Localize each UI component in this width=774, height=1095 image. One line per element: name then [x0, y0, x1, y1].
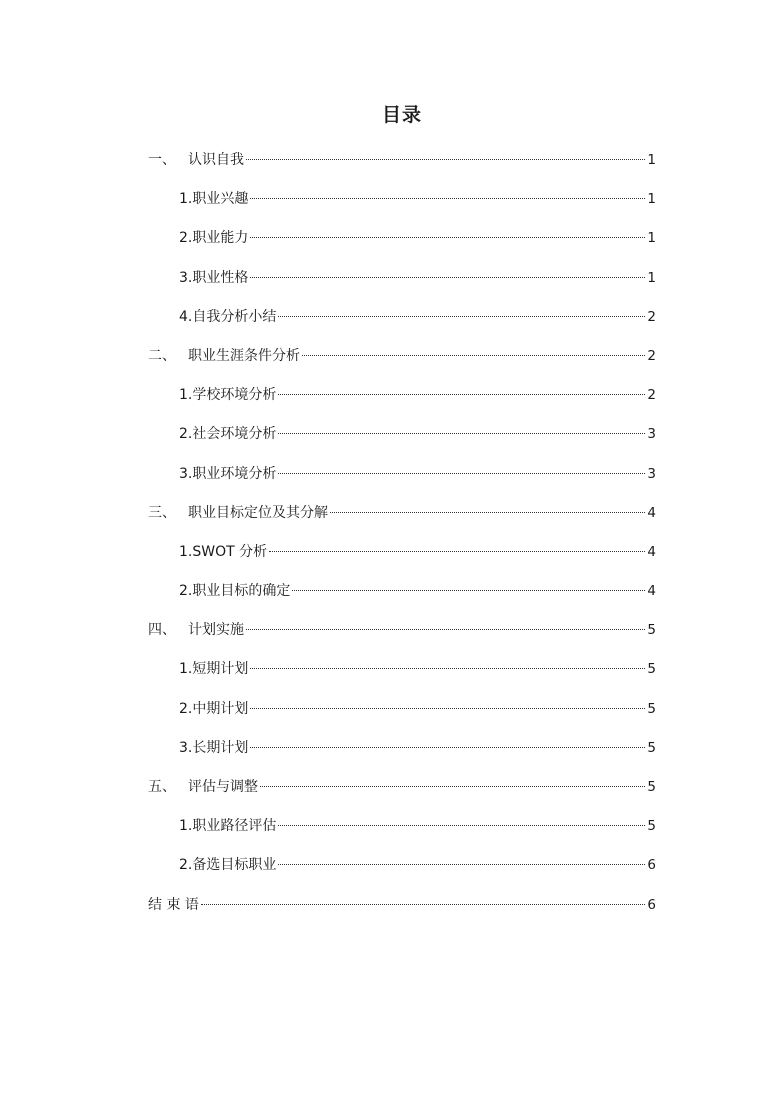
dot-leader: [330, 512, 645, 513]
toc-entry-label: 学校环境分析: [192, 387, 277, 404]
toc-entry[interactable]: [148, 306, 656, 345]
toc-entry-label: 职业兴趣: [192, 191, 249, 208]
toc-entry-number: 3.: [179, 739, 193, 756]
toc-entry-label: 职业目标的确定: [192, 583, 291, 600]
toc-entry-page: 5: [647, 622, 656, 639]
toc-entry[interactable]: [148, 463, 656, 502]
toc-entry-number: 1.: [179, 661, 193, 678]
toc-entry-number: 五、: [148, 779, 176, 795]
toc-entry-label: 长期计划: [192, 739, 249, 756]
toc-entry-number: 2.: [179, 426, 193, 443]
toc-entry-page: 2: [647, 308, 656, 325]
toc-entry[interactable]: [148, 619, 656, 658]
toc-entry-number: 3.: [179, 269, 193, 286]
dot-leader: [292, 590, 645, 591]
toc-entry[interactable]: [148, 502, 656, 541]
dot-leader: [278, 394, 645, 395]
dot-leader: [250, 237, 645, 238]
dot-leader: [250, 708, 645, 709]
toc-entry-page: 5: [647, 661, 656, 678]
toc-entry-page: 3: [647, 465, 656, 482]
toc-entry[interactable]: [148, 423, 656, 462]
toc-entry-page: 1: [647, 152, 656, 168]
toc-entry[interactable]: [148, 541, 656, 580]
dot-leader: [246, 629, 645, 630]
toc-entry[interactable]: [148, 854, 656, 893]
toc-entry-number: 2.: [179, 857, 193, 874]
dot-leader: [278, 473, 645, 474]
toc-entry-page: 2: [647, 387, 656, 404]
toc-entry-label: 职业生涯条件分析: [188, 347, 300, 364]
dot-leader: [278, 864, 645, 865]
dot-leader: [278, 316, 645, 317]
toc-entry-number: 1.: [179, 818, 193, 835]
toc-entry-label: 职业目标定位及其分解: [188, 504, 328, 521]
dot-leader: [302, 355, 645, 356]
dot-leader: [278, 433, 645, 434]
toc-title: 目录: [381, 104, 422, 126]
toc-entry-label: 评估与调整: [188, 779, 258, 795]
toc-entry-label: 计划实施: [188, 622, 244, 639]
toc-entry-page: 6: [647, 857, 656, 874]
dot-leader: [250, 747, 645, 748]
toc-entry[interactable]: [148, 894, 656, 933]
toc-entry-page: 1: [647, 230, 656, 247]
dot-leader: [250, 198, 645, 199]
toc-entry-number: 2.: [179, 230, 193, 247]
toc-entry-label: 职业路径评估: [192, 818, 277, 835]
toc-entry-number: 四、: [148, 622, 176, 639]
toc-entry-number: 2.: [179, 583, 193, 600]
toc-entry-number: 一、: [148, 152, 176, 168]
toc-entry[interactable]: [148, 227, 656, 266]
toc-entry-number: 1.: [179, 543, 193, 560]
toc-entry-label: 备选目标职业: [192, 857, 277, 874]
dot-leader: [250, 277, 645, 278]
toc-entry-label: 认识自我: [188, 152, 244, 168]
toc-entry[interactable]: [148, 737, 656, 776]
toc-entry-label: 职业环境分析: [192, 465, 277, 482]
toc-entry-page: 6: [647, 896, 656, 913]
toc-entry-number: 二、: [148, 347, 176, 364]
toc-entry[interactable]: [148, 188, 656, 227]
toc-entry-page: 2: [647, 347, 656, 364]
toc-entry[interactable]: [148, 267, 656, 306]
toc-entry-page: 3: [647, 426, 656, 443]
toc-entry-label: 结 束 语: [148, 896, 199, 913]
toc-entry-label: 短期计划: [192, 661, 249, 678]
toc-entry[interactable]: [148, 580, 656, 619]
dot-leader: [201, 904, 646, 905]
toc-entry-page: 1: [647, 269, 656, 286]
toc-entry-label: 社会环境分析: [192, 426, 277, 443]
toc-entry-page: 5: [647, 700, 656, 717]
toc-entry-page: 5: [647, 739, 656, 756]
toc-entry-number: 4.: [179, 308, 193, 325]
toc-entry[interactable]: [148, 698, 656, 737]
toc-entry-label: 中期计划: [192, 700, 249, 717]
toc-entry-page: 5: [647, 818, 656, 835]
toc-entry-number: 3.: [179, 465, 193, 482]
dot-leader: [269, 551, 645, 552]
toc-entry[interactable]: [148, 384, 656, 423]
toc-entry-label: 自我分析小结: [192, 308, 277, 325]
toc-entry-label: SWOT 分析: [192, 543, 268, 560]
toc-entry-number: 1.: [179, 387, 193, 404]
dot-leader: [250, 668, 645, 669]
toc-entry-page: 4: [647, 543, 656, 560]
toc-entry-number: 三、: [148, 504, 176, 521]
dot-leader: [260, 786, 645, 787]
toc-entry-page: 5: [647, 779, 656, 795]
toc-entry[interactable]: [148, 658, 656, 697]
toc-entry[interactable]: [148, 815, 656, 854]
toc-entry-number: 1.: [179, 191, 193, 208]
toc-entry-number: 2.: [179, 700, 193, 717]
toc-entry-label: 职业性格: [192, 269, 249, 286]
toc-entry-page: 4: [647, 583, 656, 600]
toc-entry[interactable]: [148, 345, 656, 384]
toc-entry[interactable]: [148, 776, 656, 815]
dot-leader: [278, 825, 645, 826]
toc-entry[interactable]: [148, 149, 656, 188]
toc-entry-page: 4: [647, 504, 656, 521]
toc-list: [148, 149, 656, 933]
toc-entry-label: 职业能力: [192, 230, 249, 247]
toc-entry-page: 1: [647, 191, 656, 208]
dot-leader: [246, 159, 645, 160]
